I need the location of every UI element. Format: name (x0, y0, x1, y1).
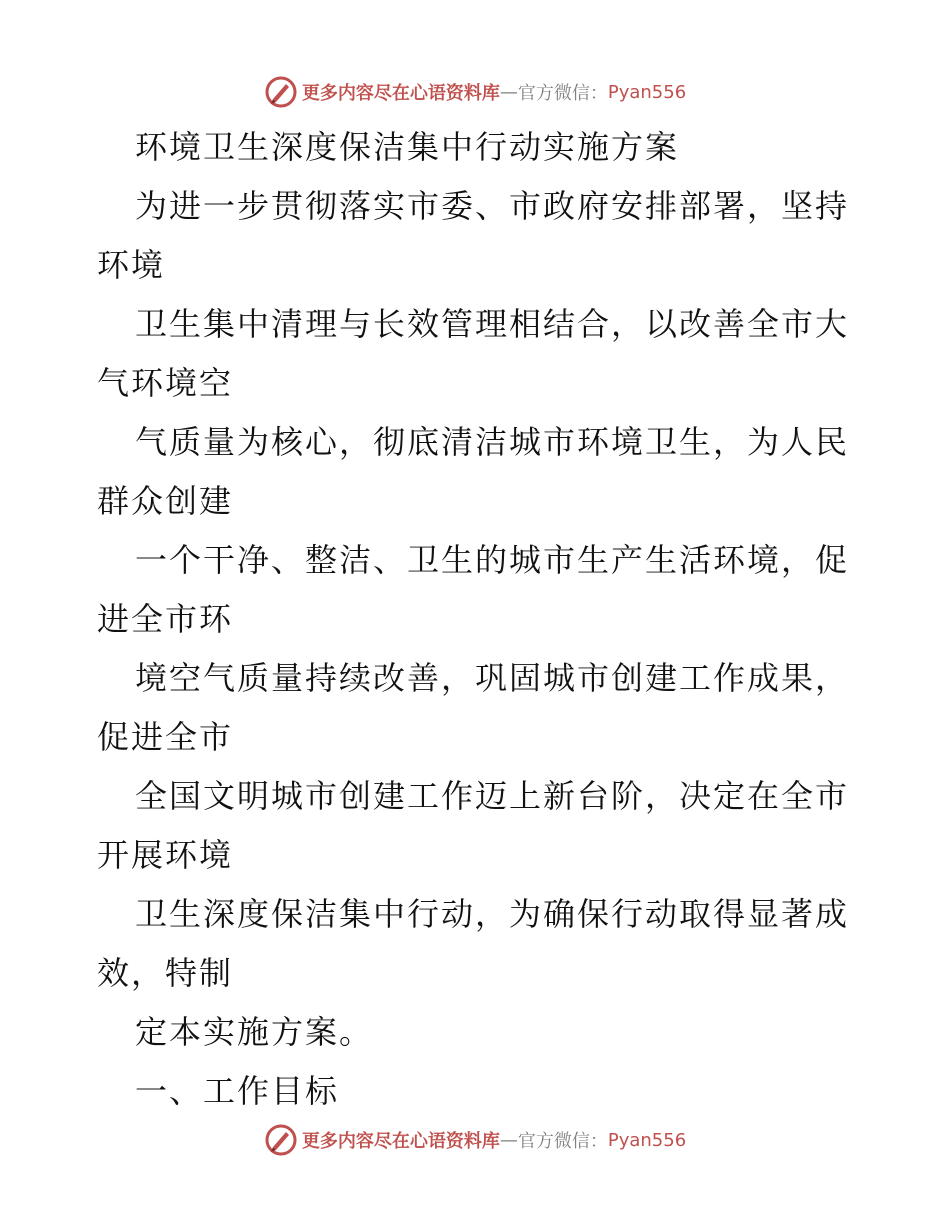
text-line: 环境 (97, 246, 166, 284)
header-watermark (0, 72, 950, 112)
text-line: 效，特制 (97, 954, 234, 992)
pen-logo-icon (264, 1123, 298, 1157)
footer-watermark (0, 1120, 950, 1160)
text-line: 卫生深度保洁集中行动，为确保行动取得显著成 (135, 895, 850, 933)
text-line: 一、工作目标 (135, 1072, 340, 1110)
watermark-wechat-label: 官方微信： (517, 1131, 608, 1152)
watermark-wechat-label: 官方微信： (517, 83, 608, 104)
text-line: 进全市环 (97, 600, 234, 638)
pen-logo-icon (264, 75, 298, 109)
document-body (97, 118, 853, 1121)
text-line: 气质量为核心，彻底清洁城市环境卫生，为人民 (135, 423, 850, 461)
watermark-separator: — (499, 81, 518, 103)
watermark-main-text: 更多内容尽在心语资料库 (301, 1131, 500, 1152)
text-line: 定本实施方案。 (135, 1013, 374, 1051)
watermark-wechat-id: Pyan556 (607, 1129, 687, 1151)
text-line: 开展环境 (97, 836, 234, 874)
text-line: 一个干净、整洁、卫生的城市生产生活环境，促 (135, 541, 850, 579)
watermark-main-text: 更多内容尽在心语资料库 (301, 83, 500, 104)
text-line: 卫生集中清理与长效管理相结合，以改善全市大 (135, 305, 850, 343)
document-title: 环境卫生深度保洁集中行动实施方案 (135, 128, 680, 166)
text-line: 促进全市 (97, 718, 234, 756)
text-line: 群众创建 (97, 482, 234, 520)
watermark-separator: — (499, 1129, 518, 1151)
text-line: 为进一步贯彻落实市委、市政府安排部署，坚持 (135, 187, 850, 225)
watermark-wechat-id: Pyan556 (607, 81, 687, 103)
text-line: 境空气质量持续改善，巩固城市创建工作成果， (135, 659, 850, 697)
text-line: 气环境空 (97, 364, 234, 402)
text-line: 全国文明城市创建工作迈上新台阶，决定在全市 (135, 777, 850, 815)
